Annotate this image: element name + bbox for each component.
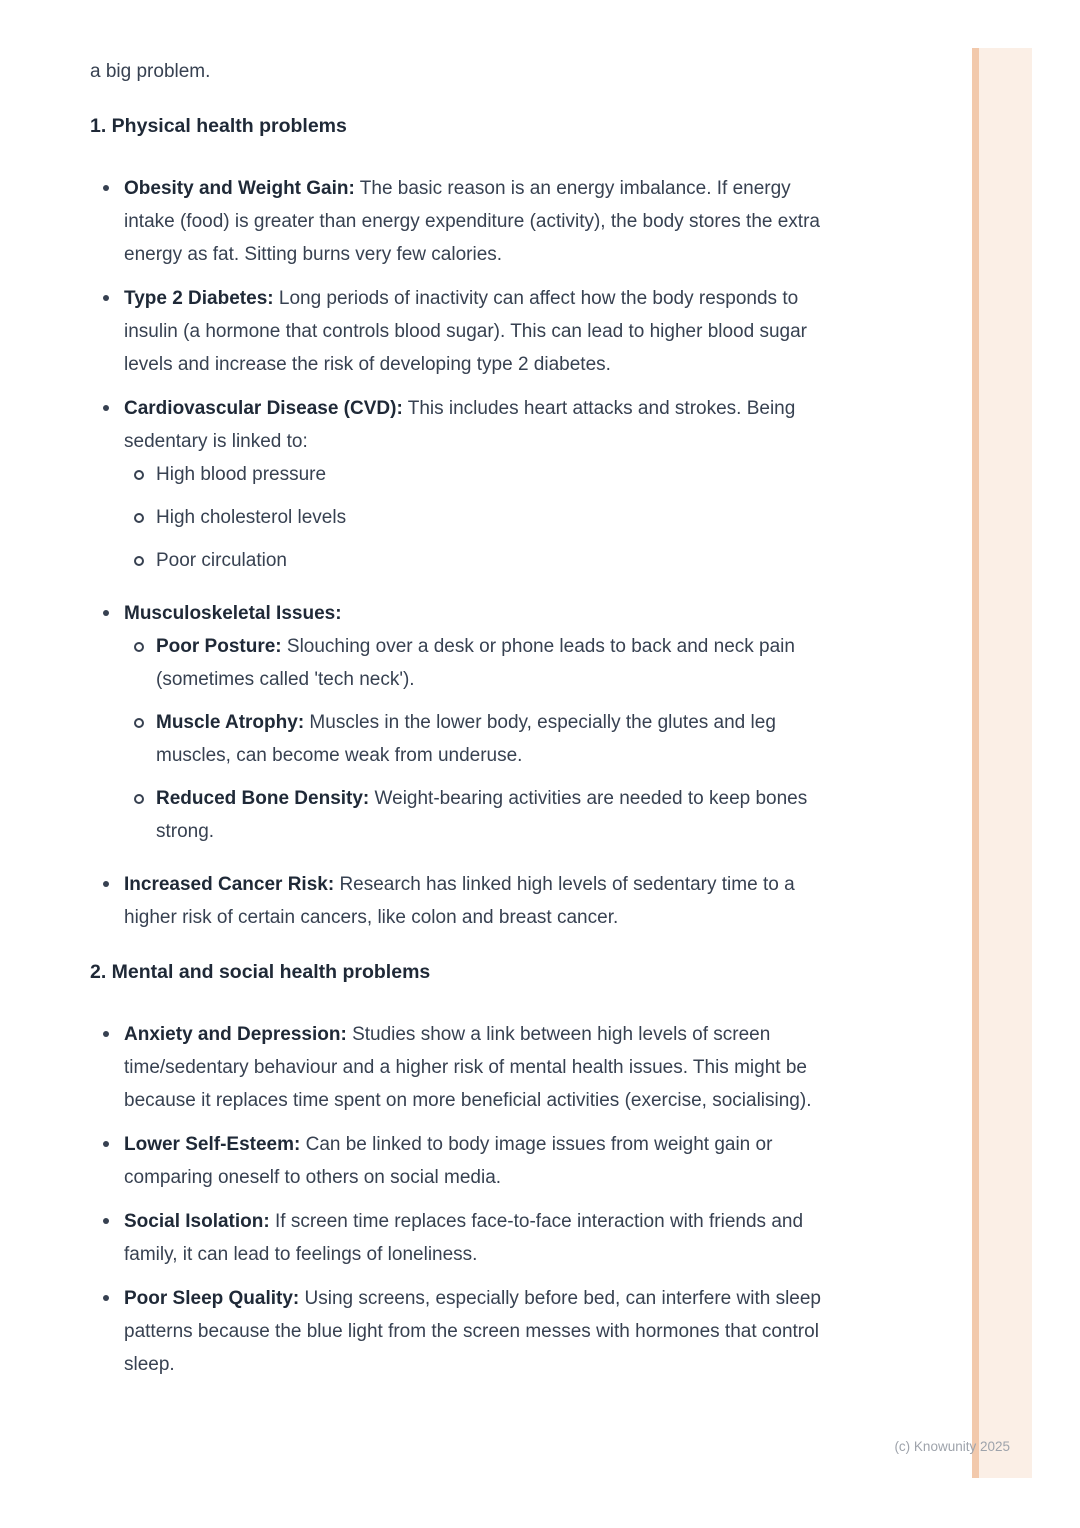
mental-bullet-list <box>90 1018 835 1381</box>
item-text: Can be linked to body image issues from weight gain or comparing oneself to others on social media. <box>124 1134 773 1188</box>
cvd-sub-list <box>124 458 835 577</box>
item-text: Using screens, especially before bed, can interfere with sleep patterns because the blue light from the screen messes with hormones that control sleep. <box>124 1288 821 1375</box>
item-lead: Musculoskeletal Issues: <box>124 603 342 624</box>
item-lead: Cardiovascular Disease (CVD): <box>124 398 403 419</box>
item-lead: Increased Cancer Risk: <box>124 874 335 895</box>
item-lead: Poor Sleep Quality: <box>124 1288 300 1309</box>
item-lead: Social Isolation: <box>124 1211 270 1232</box>
sub-item-lead: Reduced Bone Density: <box>156 788 370 809</box>
intro-paragraph: a big problem. <box>90 61 211 82</box>
list-item-cvd <box>90 392 835 577</box>
sub-item-lead: Muscle Atrophy: <box>156 712 305 733</box>
sub-item-posture <box>124 630 835 696</box>
section-heading-physical: 1. Physical health problems <box>90 115 347 137</box>
sub-item-bone-density <box>124 782 835 848</box>
item-text: The basic reason is an energy imbalance. If energy intake (food) is greater than energy expenditure (activity), the body stores the extra energy as fat. Sitting burns very few calories. <box>124 178 820 265</box>
sub-item-text: High cholesterol levels <box>156 507 347 528</box>
right-accent-stripe <box>972 48 1032 1478</box>
physical-bullet-list <box>90 172 835 934</box>
item-lead: Obesity and Weight Gain: <box>124 178 355 199</box>
sub-item-cholesterol <box>124 501 835 534</box>
list-item-obesity <box>90 172 835 271</box>
item-text: If screen time replaces face-to-face interaction with friends and family, it can lead to feelings of loneliness. <box>124 1211 804 1265</box>
sub-item-atrophy <box>124 706 835 772</box>
sub-item-text: Weight-bearing activities are needed to keep bones strong. <box>156 788 808 842</box>
sub-item-text: High blood pressure <box>156 464 327 485</box>
item-text: Long periods of inactivity can affect how the body responds to insulin (a hormone that controls blood sugar). This can lead to higher blood sugar levels and increase the risk of developing type 2 diabetes. <box>124 288 807 375</box>
sub-item-blood-pressure <box>124 458 835 491</box>
sub-item-lead: Poor Posture: <box>156 636 282 657</box>
list-item-sleep-quality <box>90 1282 835 1381</box>
sub-item-text: Poor circulation <box>156 550 287 571</box>
item-lead: Anxiety and Depression: <box>124 1024 347 1045</box>
list-item-anxiety <box>90 1018 835 1117</box>
sub-item-circulation <box>124 544 835 577</box>
copyright-footer: (c) Knowunity 2025 <box>894 1439 1010 1454</box>
list-item-self-esteem <box>90 1128 835 1194</box>
section-heading-mental: 2. Mental and social health problems <box>90 961 431 983</box>
page-content <box>90 0 835 1392</box>
item-text: Research has linked high levels of sedentary time to a higher risk of certain cancers, like colon and breast cancer. <box>124 874 795 928</box>
list-item-diabetes <box>90 282 835 381</box>
item-text: Studies show a link between high levels of screen time/sedentary behaviour and a higher risk of mental health issues. This might be because it replaces time spent on more beneficial activities (exercise, socialising). <box>124 1024 812 1111</box>
list-item-social-isolation <box>90 1205 835 1271</box>
musculoskeletal-sub-list <box>124 630 835 848</box>
sub-item-text: Muscles in the lower body, especially the glutes and leg muscles, can become weak from underuse. <box>156 712 776 766</box>
list-item-cancer-risk <box>90 868 835 934</box>
item-text: This includes heart attacks and strokes. Being sedentary is linked to: <box>124 398 796 452</box>
item-lead: Type 2 Diabetes: <box>124 288 274 309</box>
sub-item-text: Slouching over a desk or phone leads to back and neck pain (sometimes called 'tech neck'). <box>156 636 795 690</box>
list-item-musculoskeletal <box>90 597 835 848</box>
item-lead: Lower Self-Esteem: <box>124 1134 301 1155</box>
